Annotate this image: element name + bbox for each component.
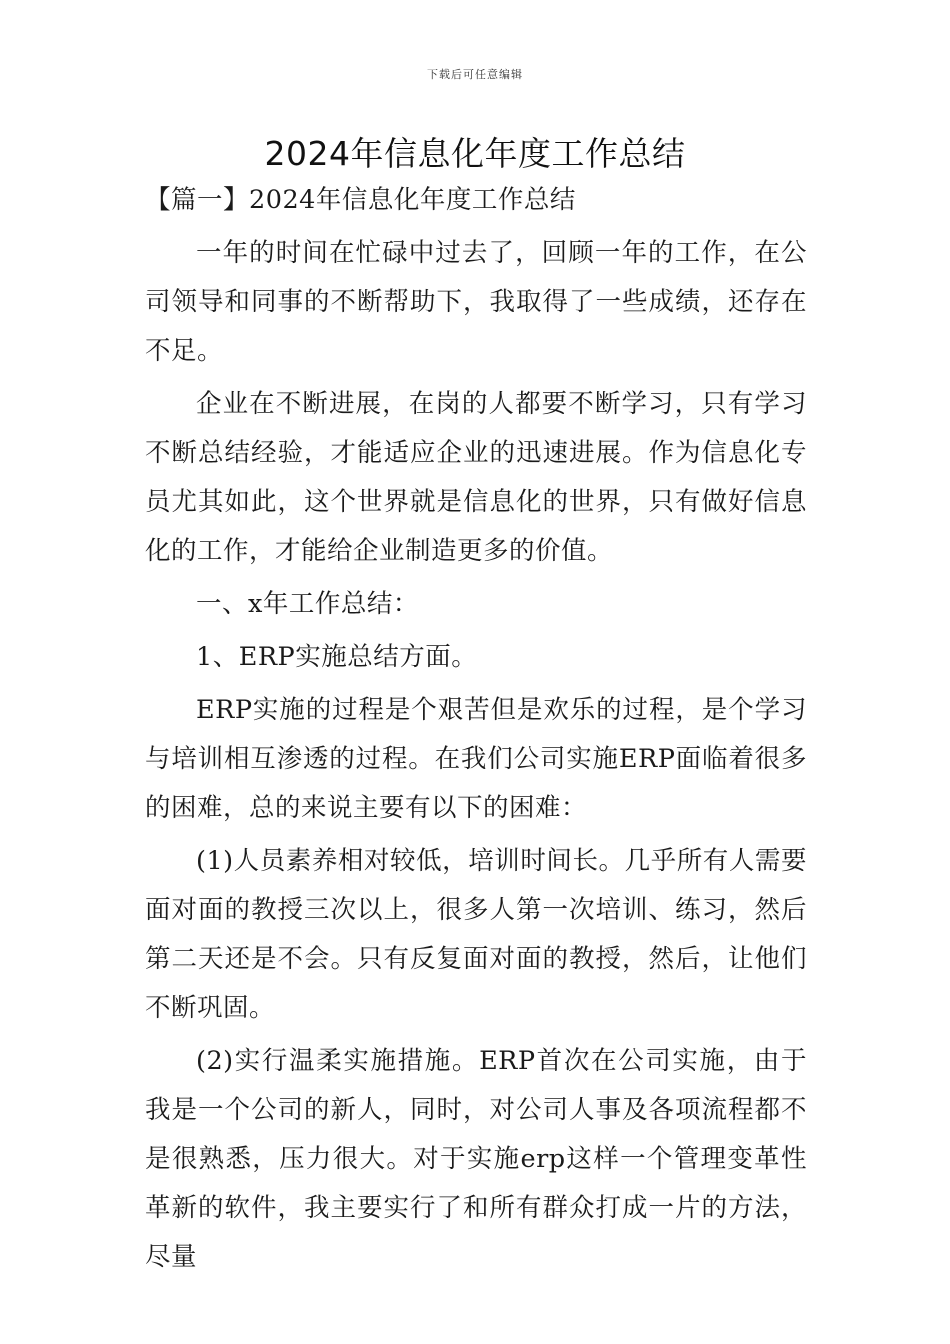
paragraph-erp-process: ERP实施的过程是个艰苦但是欢乐的过程，是个学习与培训相互渗透的过程。在我们公司实施ERP面临着很多的困难，总的来说主要有以下的困难：: [145, 695, 807, 823]
document-title: 2024年信息化年度工作总结: [264, 134, 686, 173]
header-note: 下载后可任意编辑: [427, 68, 523, 81]
paragraph-point-2: (2)实行温柔实施措施。ERP首次在公司实施，由于我是一个公司的新人，同时，对公司人事及各项流程都不是很熟悉，压力很大。对于实施erp这样一个管理变革性革新的软件，我主要实行了和所有群众打成一片的方法，尽量: [145, 1046, 807, 1272]
paragraph-learning: 企业在不断进展，在岗的人都要不断学习，只有学习不断总结经验，才能适应企业的迅速进展。作为信息化专员尤其如此，这个世界就是信息化的世界，只有做好信息化的工作，才能给企业制造更多的价值。: [145, 389, 807, 566]
document-body: [145, 176, 807, 1282]
paragraph-heading-erp: 1、ERP实施总结方面。: [196, 642, 478, 672]
paragraph-point-1: (1)人员素养相对较低，培训时间长。几乎所有人需要面对面的教授三次以上，很多人第一次培训、练习，然后第二天还是不会。只有反复面对面的教授，然后，让他们不断巩固。: [145, 846, 807, 1023]
paragraph-intro: 一年的时间在忙碌中过去了，回顾一年的工作，在公司领导和同事的不断帮助下，我取得了一些成绩，还存在不足。: [145, 238, 807, 366]
paragraph-heading-summary: 一、x年工作总结：: [196, 589, 419, 619]
paragraph-section-title: 【篇一】2024年信息化年度工作总结: [145, 185, 576, 215]
